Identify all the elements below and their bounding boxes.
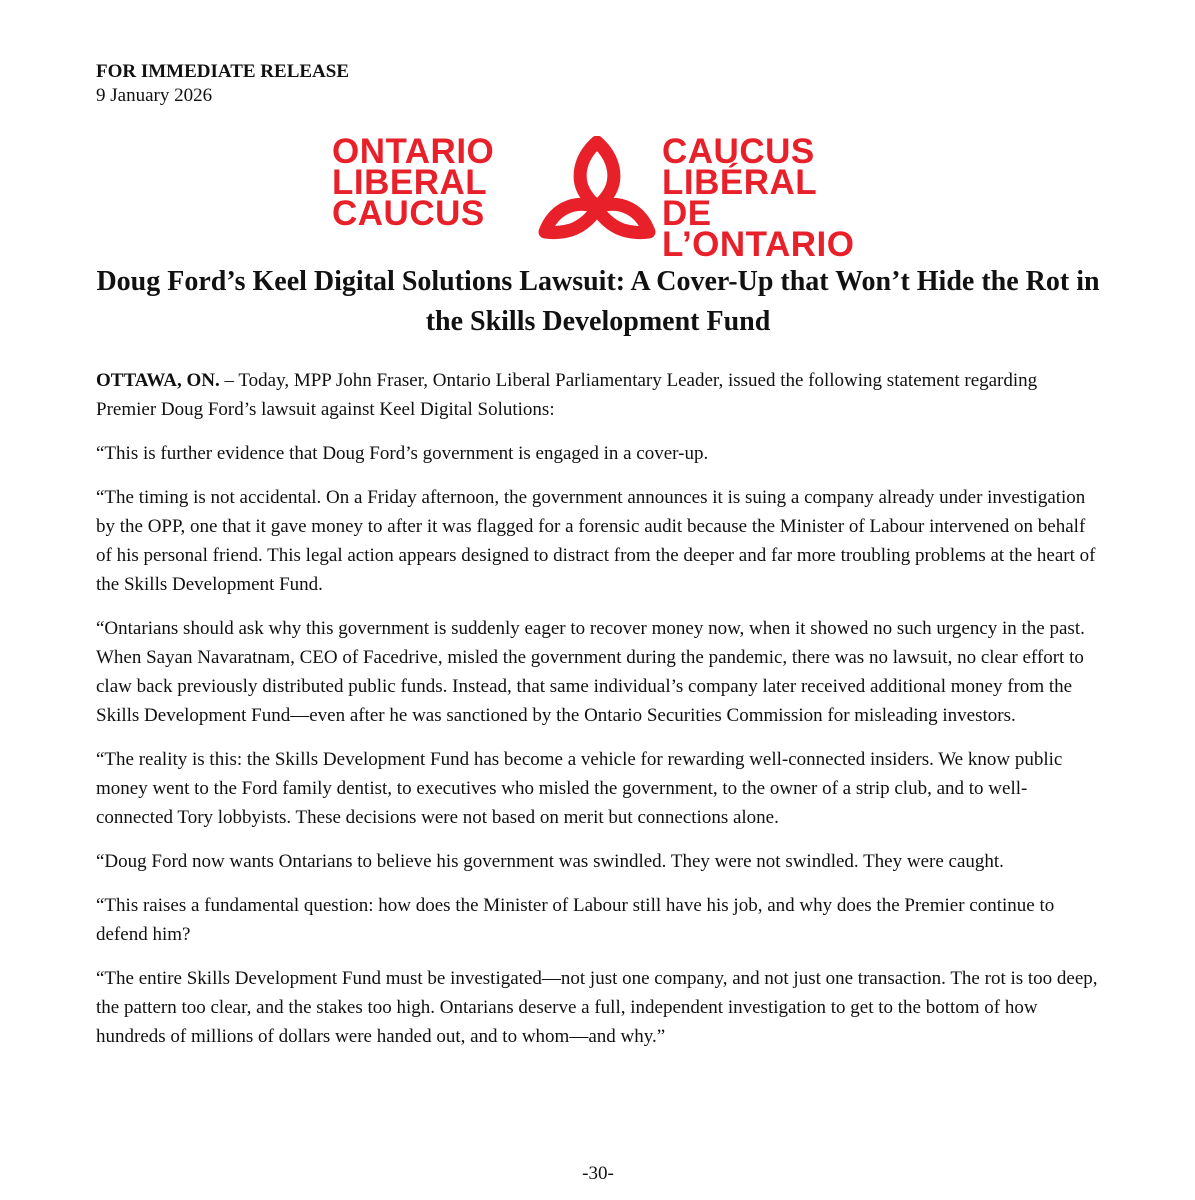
body-paragraph: “This raises a fundamental question: how does the Minister of Labour still have his job, and why does the Premier continue to defend him? <box>96 895 1055 945</box>
release-body <box>96 366 1100 1066</box>
logo-text-french: CAUCUS LIBÉRAL DE L’ONTARIO <box>662 132 855 264</box>
body-paragraph: “The entire Skills Development Fund must be investigated—not just one company, and not just one transaction. The rot is too deep, the pattern too clear, and the stakes too high. Ontarians deserve a full, independent investigation to get to the bottom of how hundreds of millions of dollars were handed out, and to whom—and why.” <box>96 968 1098 1047</box>
body-paragraph: “The reality is this: the Skills Development Fund has become a vehicle for rewarding well-connected insiders. We know public money went to the Ford family dentist, to executives who misled the government, to the owner of a strip club, and to well-connected Tory lobbyists. These decisions were not based on merit but connections alone. <box>96 749 1063 828</box>
body-paragraph: “The timing is not accidental. On a Friday afternoon, the government announces it is suing a company already under investigation by the OPP, one that it gave money to after it was flagged for a forensic audit because the Minister of Labour intervened on behalf of his personal friend. This legal action appears designed to distract from the deeper and far more troubling problems at the heart of the Skills Development Fund. <box>96 487 1096 595</box>
body-paragraph: “This is further evidence that Doug Ford’s government is engaged in a cover-up. <box>96 443 709 464</box>
headline: Doug Ford’s Keel Digital Solutions Lawsuit: A Cover-Up that Won’t Hide the Rot in the Skills Development Fund <box>96 266 1100 337</box>
body-paragraph: “Ontarians should ask why this government is suddenly eager to recover money now, when it showed no such urgency in the past. When Sayan Navaratnam, CEO of Facedrive, misled the government during the pandemic, there was no lawsuit, no clear effort to claw back previously distributed public funds. Instead, that same individual’s company later received additional money from the Skills Development Fund—even after he was sanctioned by the Ontario Securities Commission for misleading investors. <box>96 618 1085 726</box>
intro-paragraph <box>96 366 1100 424</box>
dateline: OTTAWA, ON. <box>96 370 220 391</box>
end-mark: -30- <box>582 1163 614 1184</box>
logo-text-english: ONTARIO LIBERAL CAUCUS <box>332 132 495 233</box>
body-paragraph: “Doug Ford now wants Ontarians to believe his government was swindled. They were not swindled. They were caught. <box>96 851 1004 872</box>
release-label: FOR IMMEDIATE RELEASE <box>96 61 350 82</box>
press-release-page <box>96 60 1100 1184</box>
release-date: 9 January 2026 <box>96 85 213 106</box>
intro-text: – Today, MPP John Fraser, Ontario Liberal Parliamentary Leader, issued the following statement regarding Premier Doug Ford’s lawsuit against Keel Digital Solutions: <box>96 370 1038 420</box>
trillium-icon <box>535 136 659 244</box>
ontario-liberal-caucus-logo <box>332 132 864 264</box>
